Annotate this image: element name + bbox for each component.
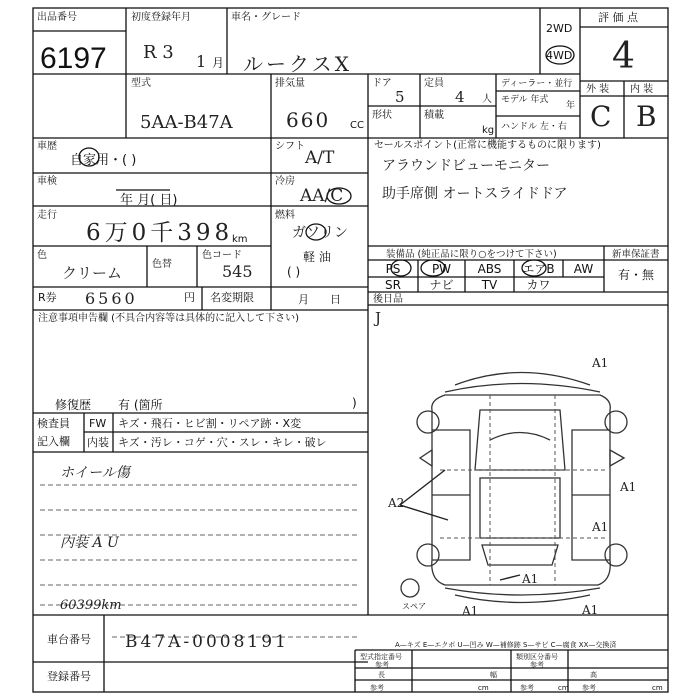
model-code-label: 型式 [131,78,151,89]
doors: 5 [395,88,405,106]
repair-history-value: 有 (箇所 [118,398,163,412]
capacity-label: 定員 [424,78,444,89]
exterior-label: 外 装 [586,84,610,95]
equip-tv: TV [481,278,498,292]
later-items-label: 後日品 [373,294,403,305]
type-designation-label: 型式指定番号 [360,653,402,661]
ac-label: 冷房 [275,176,295,187]
height-label: 高 [590,671,597,679]
equip-sr: SR [385,278,401,292]
first-registration-month: 1 [196,52,207,71]
history-value: 自家用・( ) [70,153,137,168]
later-items: J [375,309,382,327]
exterior-grade: C [590,100,612,133]
interior-options: キズ・汚レ・コゲ・穴・スレ・キレ・破レ [118,436,327,449]
load-label: 積載 [424,110,444,121]
lot-number: 6197 [40,42,107,75]
height-unit: cm [652,684,663,692]
sales-point-label: セールスポイント(正常に機能するものに限ります) [374,140,601,151]
recycle-ticket-label: R券 [38,291,57,304]
inspector-note-3: 60399km [60,598,122,613]
width-ref: 参考 [520,684,534,692]
model-code: 5AA-B47A [140,112,233,133]
equipment-label: 装備品 (純正品に限り○をつけて下さい) [386,249,557,260]
inspector-label-1: 検査員 [37,417,70,430]
inspector-note-2: 内装 A U [60,535,119,551]
mileage: 6万0千398 [86,220,234,246]
damage-legend: A—キズ E—エクボ U—凹み W—補修跡 S—サビ C—腐食 XX—交換済 [395,641,617,649]
damage-mark-right-2: A1 [592,520,609,534]
deadline-label: 名変期限 [210,291,254,304]
chassis-number-label: 車台番号 [47,633,91,646]
interior-label: 内 装 [630,84,654,95]
fw-label: FW [89,417,107,430]
shape-label: 形状 [372,110,392,121]
category-ref: 参考 [530,661,544,669]
sales-point-1: アラウンドビューモニター [382,158,550,174]
damage-mark-rear-right: A1 [582,603,599,617]
first-registration-year: R 3 [143,42,174,63]
capacity: 4 [455,88,465,106]
equip-aw: AW [573,262,594,276]
inspector-note-1: ホイール傷 [60,465,130,481]
color-code: 545 [222,262,253,281]
history-label: 車歴 [37,141,57,152]
month-unit: 月 [212,56,225,70]
recycle-unit: 円 [184,291,195,304]
mileage-label: 走行 [37,210,57,221]
spare-label: スペア [402,602,426,611]
displacement-label: 排気量 [275,78,305,89]
equip-abs: ABS [477,262,502,276]
score-value: 4 [612,36,635,77]
displacement: 660 [286,108,331,132]
equip-ps: PS [385,262,401,276]
lot-number-label: 出品番号 [37,12,77,23]
equip-navi: ナビ [429,278,454,292]
color-code-label: 色コード [202,250,242,261]
fuel-gasoline: ガソリン [292,225,348,241]
color-change-label: 色替 [152,259,172,270]
repair-history-label: 修復歴 [55,398,92,412]
category-label: 類別区分番号 [516,653,558,661]
inspection-label: 車検 [37,176,57,187]
equip-pw: PW [431,262,452,276]
damage-mark-left: A2 [388,496,405,510]
equip-leather: カワ [526,278,551,292]
load-unit: kg [482,125,495,136]
damage-mark-rear-left: A1 [462,604,479,618]
dealer-label: ディーラー・並行 [501,79,573,89]
fuel-diesel: 軽 油 [303,250,331,264]
inspection-value: 年 月( 日) [120,193,178,208]
interior-options-label: 内装 [87,436,109,449]
chassis-number: B47A-0008191 [125,632,289,652]
displacement-unit: CC [350,120,364,131]
interior-grade: B [636,100,657,133]
sales-point-2: 助手席側 オートスライドドア [382,186,568,202]
shift: A/T [305,148,335,168]
repair-history-close: ) [352,396,357,410]
shift-label: シフト [275,141,305,152]
score-label: 評 価 点 [598,11,638,24]
height-ref: 参考 [582,684,596,692]
damage-mark-front-right: A1 [592,356,609,370]
length-ref: 参考 [370,684,384,692]
width-unit: cm [558,684,569,692]
notes-label: 注意事項申告欄 (不具合内容等は具体的に記入して下さい) [38,313,299,324]
car-name-label: 車名・グレード [231,12,301,23]
capacity-unit: 人 [482,94,492,105]
damage-mark-rear: A1 [522,572,539,586]
car-name-grade: ルークスX [243,52,353,76]
width-label: 幅 [490,671,497,679]
damage-mark-right-1: A1 [620,480,637,494]
drive-2wd: 2WD [546,22,573,35]
air-conditioning: AA/C [300,186,344,206]
car-diagram [401,373,627,603]
inspector-label-2: 記入欄 [37,435,70,448]
handle-label: ハンドル 左・右 [501,122,567,132]
deadline-value: 月 日 [298,293,341,306]
type-designation-ref: 参考 [375,661,389,669]
warranty-value: 有・無 [617,268,654,282]
model-year-unit: 年 [566,101,576,111]
color-label: 色 [37,250,47,261]
recycle-fee: 6560 [85,289,138,308]
color: クリーム [62,264,123,282]
fuel-label: 燃料 [275,210,295,221]
length-unit: cm [478,684,489,692]
doors-label: ドア [372,78,392,89]
drive-4wd: 4WD [546,49,573,62]
warranty-label: 新車保証書 [612,249,660,260]
fw-options: キズ・飛石・ヒビ割・リペア跡・X変 [118,417,302,430]
registration-number-label: 登録番号 [47,670,91,683]
first-registration-label: 初度登録年月 [131,12,191,23]
length-label: 長 [378,671,385,679]
equip-airbag: エアB [522,262,555,276]
fuel-other: ( ) [287,265,301,279]
model-year-label: モデル 年式 [501,95,549,105]
mileage-unit: km [232,234,248,245]
